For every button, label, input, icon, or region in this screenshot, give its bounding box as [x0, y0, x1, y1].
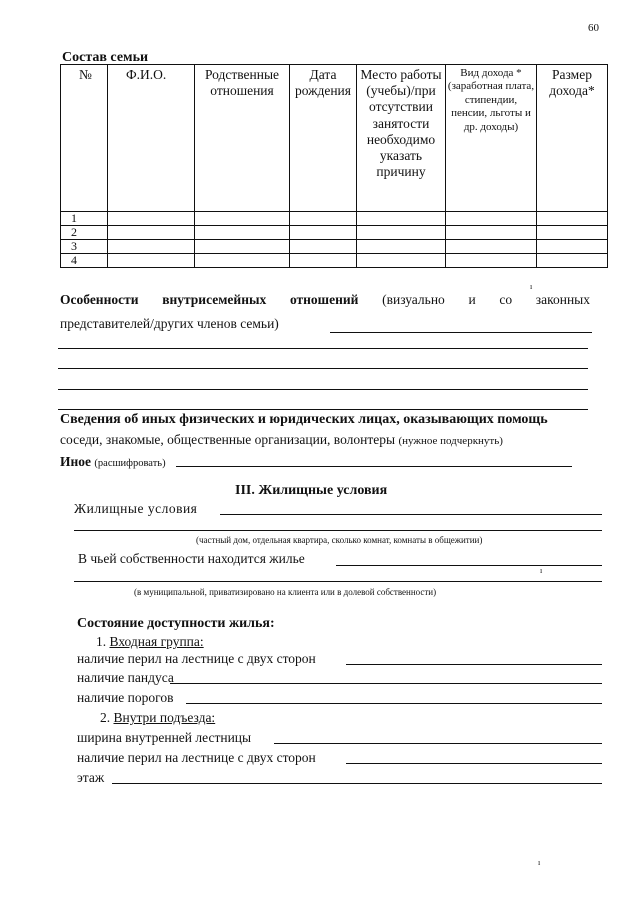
- other-field[interactable]: [176, 466, 572, 467]
- accessibility-section-title: Состояние доступности жилья:: [77, 616, 275, 631]
- input-cell[interactable]: [195, 226, 290, 240]
- column-income-amount-header: Размер дохода*: [537, 65, 608, 212]
- housing-owner-hint: (в муниципальной, приватизировано на клиента или в долевой собственности): [134, 587, 437, 597]
- row-number: 4: [61, 254, 108, 268]
- intra-family-title: Особенности внутрисемейных отношений: [60, 292, 359, 307]
- column-relation-header: Родственные отношения: [195, 65, 290, 212]
- column-workplace-header: Место работы (учебы)/при отсутствии занятости необходимо указать причину: [357, 65, 446, 212]
- input-cell[interactable]: [290, 240, 357, 254]
- scan-speck: ı: [538, 858, 541, 867]
- input-cell[interactable]: [446, 254, 537, 268]
- housing-owner-label: В чьей собственности находится жилье: [78, 551, 305, 566]
- inside-item-field[interactable]: [346, 763, 602, 764]
- intra-family-field[interactable]: [58, 368, 588, 369]
- assist-section-title: Сведения об иных физических и юридических лицах, оказывающих помощь: [60, 412, 548, 427]
- intra-family-field[interactable]: [58, 389, 588, 390]
- page-number: 60: [588, 22, 599, 34]
- input-cell[interactable]: [290, 212, 357, 226]
- row-number: 1: [61, 212, 108, 226]
- table-row: [61, 254, 608, 268]
- input-cell[interactable]: [108, 254, 195, 268]
- table-row: [61, 240, 608, 254]
- intra-family-text: (визуально и со законных: [382, 292, 590, 307]
- housing-conditions-field[interactable]: [220, 514, 602, 515]
- input-cell[interactable]: [108, 212, 195, 226]
- row-number: 2: [61, 226, 108, 240]
- family-table: [60, 64, 608, 268]
- housing-conditions-label: Жилищные условия: [74, 501, 198, 516]
- input-cell[interactable]: [195, 254, 290, 268]
- inside-item-label: ширина внутренней лестницы: [77, 730, 252, 745]
- column-number-header: №: [61, 65, 108, 212]
- intra-family-text-continued: представителей/других членов семьи): [60, 316, 279, 331]
- assist-note: (нужное подчеркнуть): [398, 435, 503, 447]
- entrance-item-label: наличие перил на лестнице с двух сторон: [77, 651, 316, 666]
- inside-item-label: наличие перил на лестнице с двух сторон: [77, 750, 316, 765]
- input-cell[interactable]: [537, 254, 608, 268]
- column-fio-header: Ф.И.О.: [108, 65, 195, 212]
- assist-options[interactable]: соседи, знакомые, общественные организации, волонтеры: [60, 432, 396, 447]
- scan-speck: ı: [540, 566, 543, 575]
- housing-owner-field[interactable]: [74, 581, 602, 582]
- other-line: [60, 454, 166, 470]
- table-row: [61, 212, 608, 226]
- input-cell[interactable]: [537, 240, 608, 254]
- column-birthdate-header: Дата рождения: [290, 65, 357, 212]
- entrance-group-title: Входная группа:: [109, 634, 204, 649]
- inside-group-title: Внутри подъезда:: [113, 710, 216, 725]
- input-cell[interactable]: [537, 226, 608, 240]
- assist-options-line: [60, 432, 503, 448]
- input-cell[interactable]: [108, 226, 195, 240]
- input-cell[interactable]: [357, 212, 446, 226]
- family-table-header: [61, 65, 608, 212]
- inside-item-label: этаж: [77, 770, 105, 785]
- table-row: [61, 226, 608, 240]
- input-cell[interactable]: [290, 254, 357, 268]
- entrance-group-heading: [96, 634, 204, 650]
- input-cell[interactable]: [357, 226, 446, 240]
- housing-conditions-field[interactable]: [74, 530, 602, 531]
- input-cell[interactable]: [108, 240, 195, 254]
- row-number: 3: [61, 240, 108, 254]
- entrance-item-field[interactable]: [170, 683, 602, 684]
- intra-family-field[interactable]: [58, 348, 588, 349]
- scan-speck: ı: [530, 282, 533, 291]
- input-cell[interactable]: [446, 240, 537, 254]
- entrance-item-field[interactable]: [186, 703, 602, 704]
- intra-family-field[interactable]: [58, 409, 588, 410]
- inside-group-number: 2.: [100, 710, 111, 725]
- inside-group-heading: [100, 710, 215, 726]
- input-cell[interactable]: [357, 254, 446, 268]
- other-label: Иное: [60, 454, 92, 469]
- family-section-title: Состав семьи: [62, 50, 149, 65]
- input-cell[interactable]: [446, 226, 537, 240]
- housing-owner-field[interactable]: [336, 565, 602, 566]
- entrance-group-number: 1.: [96, 634, 107, 649]
- other-note: (расшифровать): [94, 458, 166, 469]
- housing-conditions-hint: (частный дом, отдельная квартира, сколько комнат, комнаты в общежитии): [196, 535, 483, 545]
- inside-item-field[interactable]: [112, 783, 602, 784]
- intra-family-line: [60, 292, 590, 308]
- input-cell[interactable]: [290, 226, 357, 240]
- entrance-item-label: наличие порогов: [77, 690, 174, 705]
- inside-item-field[interactable]: [274, 743, 602, 744]
- entrance-item-label: наличие пандуса: [77, 670, 174, 685]
- intra-family-field[interactable]: [330, 332, 592, 333]
- housing-section-title: III. Жилищные условия: [235, 483, 388, 498]
- input-cell[interactable]: [446, 212, 537, 226]
- input-cell[interactable]: [195, 240, 290, 254]
- column-income-type-header: Вид дохода *(заработная плата, стипендии, пенсии, льготы и др. доходы): [446, 65, 537, 212]
- input-cell[interactable]: [195, 212, 290, 226]
- input-cell[interactable]: [537, 212, 608, 226]
- entrance-item-field[interactable]: [346, 664, 602, 665]
- input-cell[interactable]: [357, 240, 446, 254]
